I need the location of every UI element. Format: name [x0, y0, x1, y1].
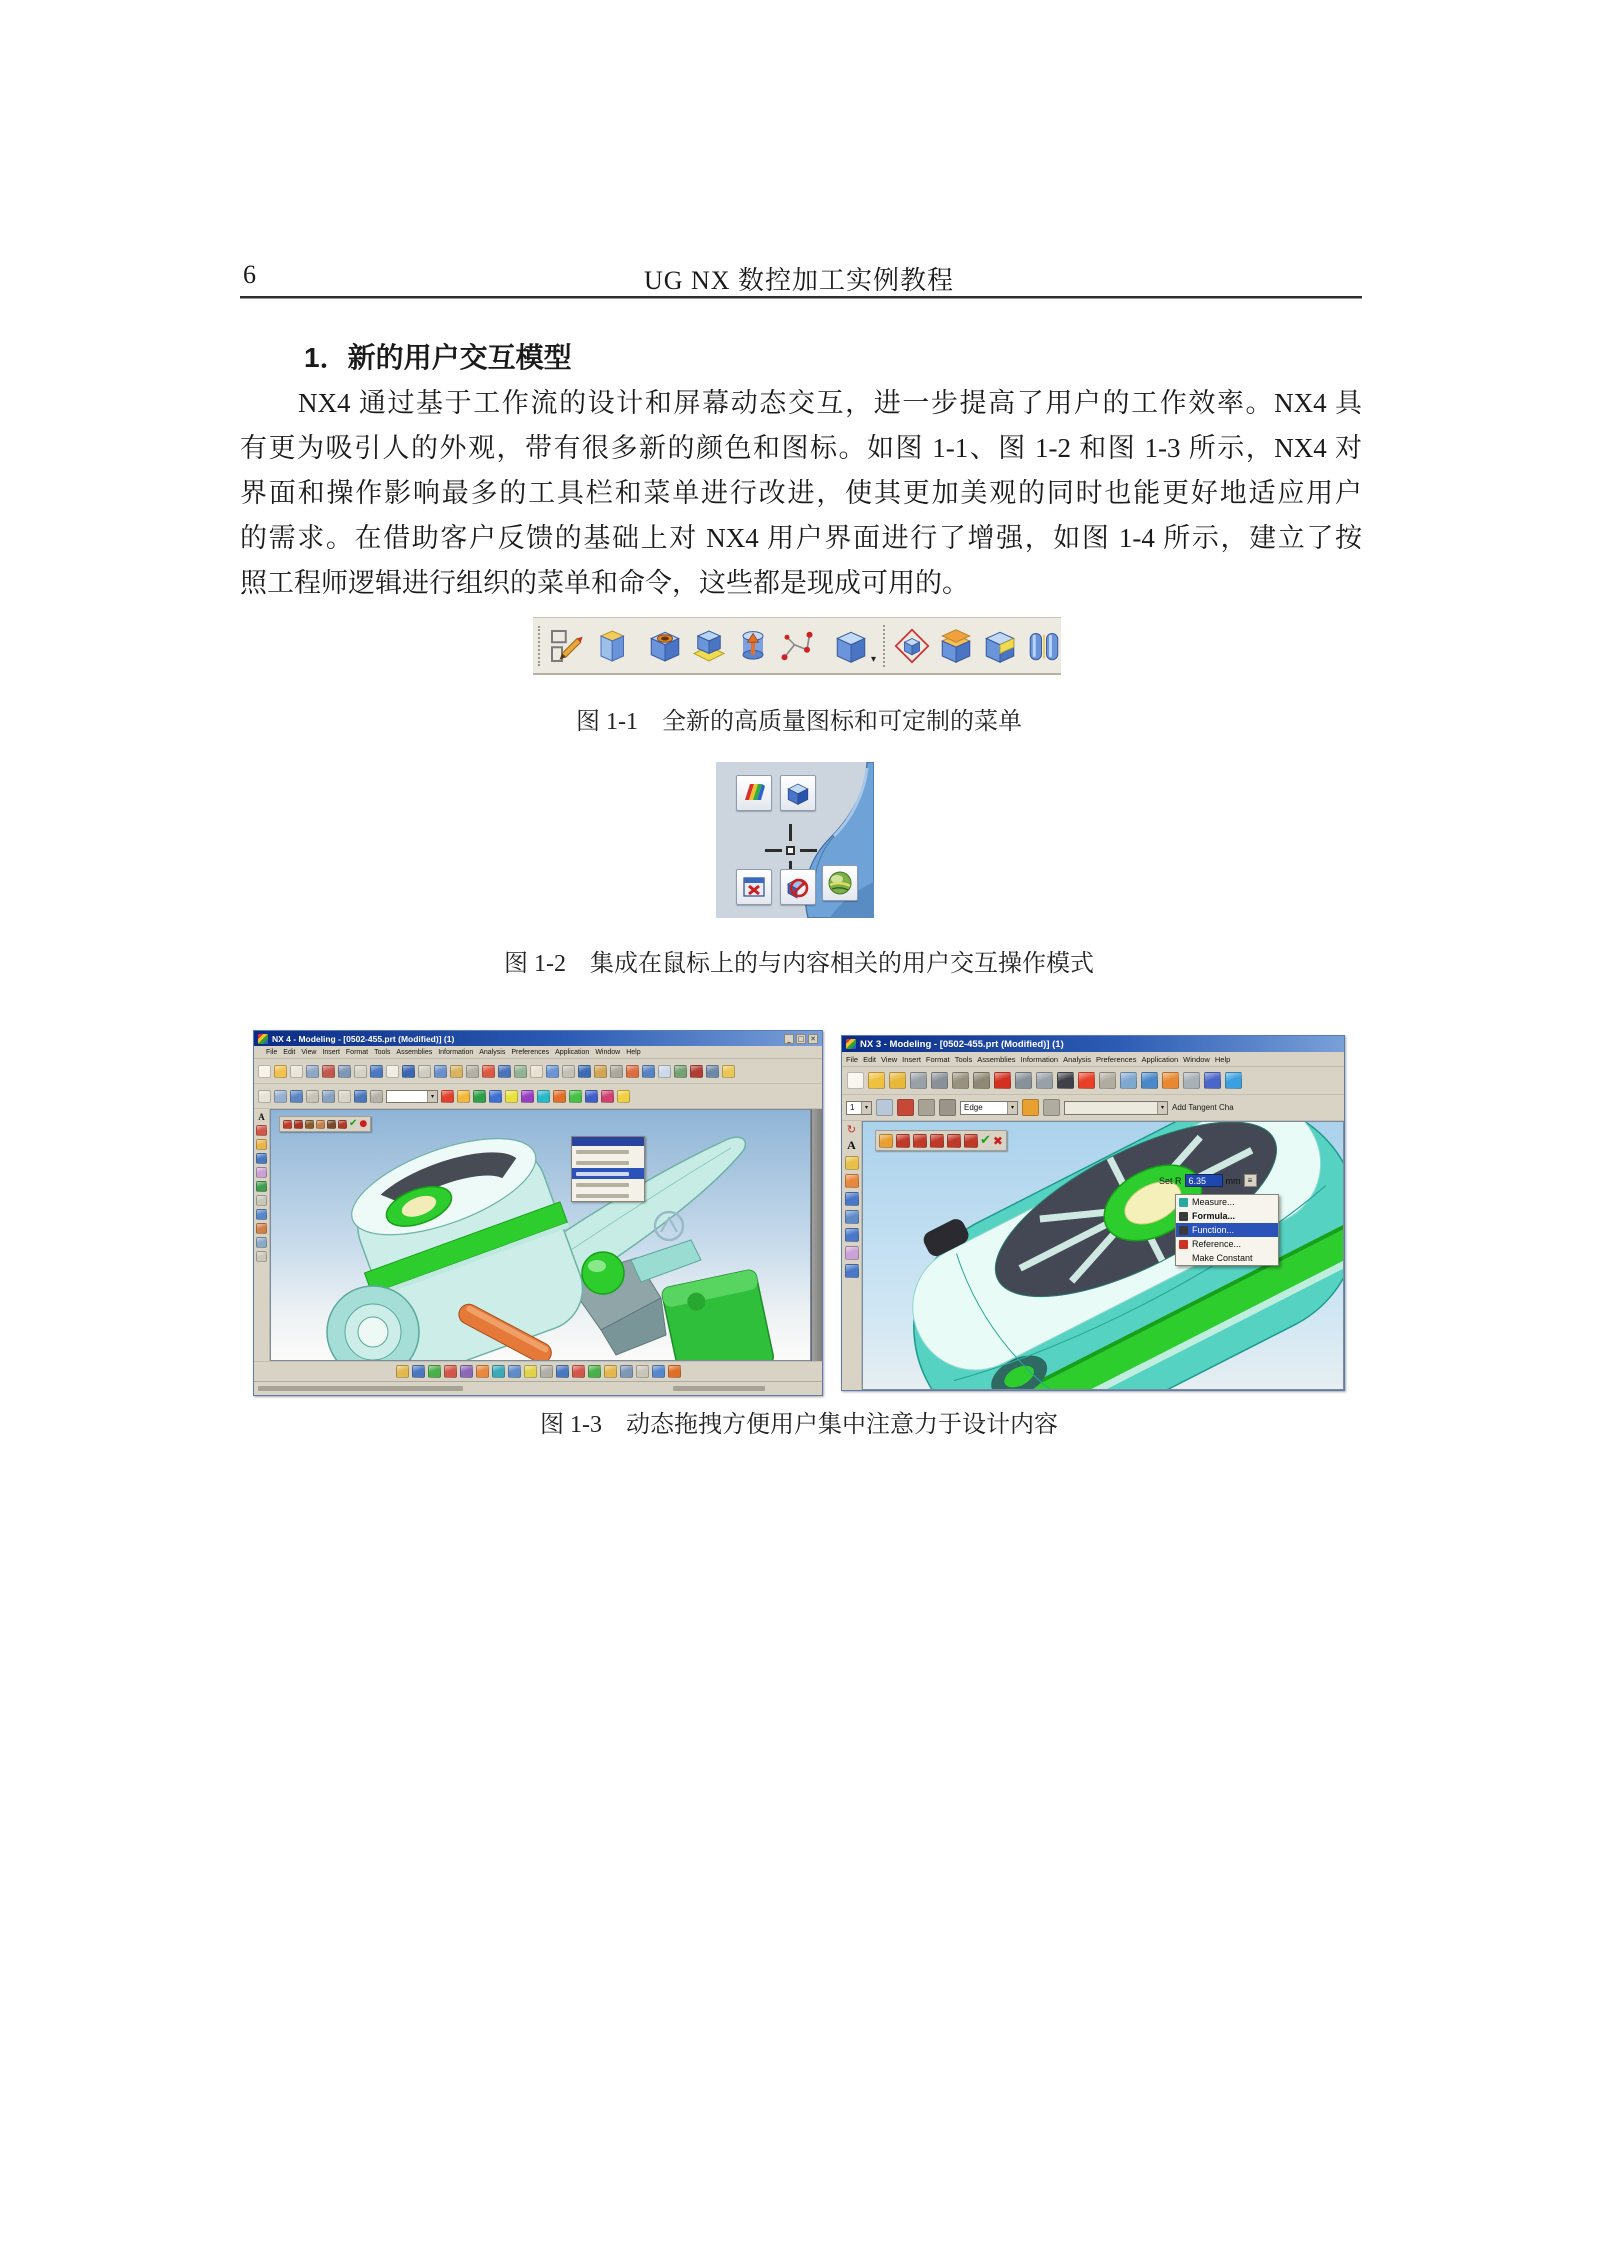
sketch-tool-icon[interactable]	[897, 1099, 914, 1116]
toolbar-icon[interactable]	[642, 1065, 655, 1078]
toolbar-icon[interactable]	[489, 1090, 502, 1103]
selection-combo[interactable]: ▾	[386, 1090, 438, 1103]
layer-combo[interactable]: 1 ▾	[846, 1101, 872, 1115]
toolbar-icon[interactable]	[1183, 1072, 1200, 1089]
toolbar-icon[interactable]	[636, 1365, 649, 1378]
toolbar-icon[interactable]	[530, 1065, 543, 1078]
toolbar-icon[interactable]	[845, 1156, 859, 1170]
toolbar-icon[interactable]	[930, 1134, 944, 1148]
window-title: NX 3 - Modeling - [0502-455.prt (Modified)] (1)	[860, 1038, 1064, 1050]
context-menu-item[interactable]	[1176, 1195, 1278, 1209]
toolbar-separator	[883, 625, 885, 667]
toolbar-icon[interactable]	[396, 1365, 409, 1378]
toolbar-icon[interactable]	[964, 1134, 978, 1148]
menu-item[interactable]: Analysis	[479, 1048, 506, 1056]
toolbar-icon[interactable]	[476, 1365, 489, 1378]
menu-item-icon	[1179, 1240, 1188, 1249]
toolbar-icon[interactable]	[473, 1090, 486, 1103]
menu-item-label: Function...	[1192, 1225, 1235, 1235]
paragraph-line: 界面和操作影响最多的工具栏和菜单进行改进，使其更加美观的同时也能更好地适应用户	[240, 478, 1362, 508]
paragraph-line: 的需求。在借助客户反馈的基础上对 NX4 用户界面进行了增强，如图 1-4 所示，建立了按	[240, 523, 1362, 553]
toolbar-icon[interactable]	[879, 1134, 893, 1148]
toolbar-grip	[538, 626, 540, 666]
toolbar-icon[interactable]	[294, 1120, 303, 1129]
toolbar-icon[interactable]	[973, 1072, 990, 1089]
toolbar-icon[interactable]	[370, 1090, 383, 1103]
minimize-button[interactable]: _	[784, 1034, 794, 1044]
toolbar-icon[interactable]	[434, 1065, 447, 1078]
menu-item-icon	[1179, 1212, 1188, 1221]
toolbar-icon[interactable]	[316, 1120, 325, 1129]
toolbar-icon[interactable]	[306, 1065, 319, 1078]
toolbar-icon[interactable]	[457, 1090, 470, 1103]
toolbar-icon[interactable]	[952, 1072, 969, 1089]
menu-item-icon	[1179, 1198, 1188, 1207]
nx4-window	[253, 1030, 823, 1396]
toolbar-icon[interactable]	[845, 1192, 859, 1206]
figure-1-3-caption: 图 1-3 动态拖拽方便用户集中注意力于设计内容	[540, 1412, 1058, 1438]
toolbar-icon[interactable]	[578, 1065, 591, 1078]
window-title: NX 4 - Modeling - [0502-455.prt (Modified)] (1)	[272, 1033, 455, 1044]
menu-item-label: Measure...	[1192, 1197, 1235, 1207]
toolbar-icon[interactable]	[722, 1065, 735, 1078]
toolbar-icon[interactable]	[931, 1072, 948, 1089]
menu-item[interactable]: Edit	[863, 1054, 877, 1064]
toolbar-icon[interactable]	[258, 1065, 271, 1078]
paragraph-line: NX4 通过基于工作流的设计和屏幕动态交互，进一步提高了用户的工作效率。NX4 具	[298, 388, 1362, 418]
toolbar-icon[interactable]	[553, 1090, 566, 1103]
toolbar-icon[interactable]	[1120, 1072, 1137, 1089]
context-menu-item[interactable]	[1176, 1209, 1278, 1223]
boss-icon[interactable]	[733, 623, 773, 669]
floating-toolbar[interactable]	[875, 1130, 1007, 1151]
toolbar-icon[interactable]	[1099, 1072, 1116, 1089]
floating-toolbar[interactable]	[279, 1116, 371, 1132]
menu-bar[interactable]	[842, 1052, 1344, 1067]
toolbar-icon[interactable]	[601, 1090, 614, 1103]
toolbar-icon[interactable]	[460, 1365, 473, 1378]
toolbar-row-2[interactable]	[254, 1084, 822, 1109]
cancel-x-icon[interactable]: ✖	[992, 1133, 1003, 1148]
toolbar-icon[interactable]	[441, 1090, 454, 1103]
dimension-value-input[interactable]: 6.35	[1185, 1174, 1223, 1187]
toolbar-icon[interactable]	[402, 1065, 415, 1078]
highlighted-item[interactable]	[572, 1168, 644, 1179]
toolbar-icon[interactable]	[994, 1072, 1011, 1089]
toolbar-icon[interactable]	[256, 1153, 267, 1164]
toolbar-icon[interactable]	[947, 1134, 961, 1148]
toolbar-icon[interactable]	[690, 1065, 703, 1078]
toolbar-icon[interactable]	[913, 1134, 927, 1148]
menu-item[interactable]: Application	[1141, 1054, 1179, 1064]
menu-item[interactable]: View	[881, 1054, 898, 1064]
toolbar-icon[interactable]	[290, 1090, 303, 1103]
figure-1-2-image	[716, 762, 874, 918]
accept-check-icon[interactable]: ✔	[980, 1133, 991, 1148]
sketch-icon[interactable]	[547, 623, 587, 669]
toolbar-icon[interactable]	[910, 1072, 927, 1089]
toolbar-icon[interactable]	[386, 1065, 399, 1078]
graphics-canvas[interactable]	[862, 1121, 1344, 1390]
wcs-icon[interactable]	[876, 1099, 893, 1116]
toolbar-icon[interactable]	[524, 1365, 537, 1378]
toolbar-icon[interactable]	[1162, 1072, 1179, 1089]
context-menu-item[interactable]	[1176, 1223, 1278, 1237]
3d-model-drill[interactable]	[271, 1110, 801, 1360]
toolbar-icon[interactable]	[508, 1365, 521, 1378]
menu-item[interactable]: Information	[438, 1048, 474, 1056]
loop-icon[interactable]	[1043, 1099, 1060, 1116]
toolbar-icon[interactable]	[256, 1125, 267, 1136]
suppress-icon[interactable]	[780, 869, 816, 905]
toolbar-icon[interactable]	[652, 1365, 665, 1378]
resource-bar[interactable]	[254, 1109, 270, 1361]
transform-icon[interactable]	[918, 1099, 935, 1116]
toolbar-icon[interactable]	[847, 1072, 864, 1089]
menu-item[interactable]: Tools	[954, 1054, 973, 1064]
toolbar-icon[interactable]	[521, 1090, 534, 1103]
toolbar-icon[interactable]	[1204, 1072, 1221, 1089]
pattern-icon[interactable]	[939, 1099, 956, 1116]
status-hint	[673, 1386, 765, 1391]
toolbar-icon[interactable]	[617, 1090, 630, 1103]
toolbar-icon[interactable]	[626, 1065, 639, 1078]
toolbar-icon[interactable]	[466, 1065, 479, 1078]
figure-1-1-toolbar-image	[533, 617, 1061, 675]
menu-item[interactable]: Analysis	[1063, 1054, 1092, 1064]
toolbar-icon[interactable]	[338, 1090, 351, 1103]
chain-label: Add Tangent Cha	[1172, 1103, 1234, 1112]
menu-item[interactable]: File	[266, 1048, 278, 1056]
draft-icon[interactable]	[689, 623, 729, 669]
toolbar-icon[interactable]	[889, 1072, 906, 1089]
toolbar-icon[interactable]	[1036, 1072, 1053, 1089]
toolbar-icon[interactable]	[444, 1365, 457, 1378]
toolbar-icon[interactable]	[562, 1065, 575, 1078]
toolbar-icon[interactable]	[256, 1195, 267, 1206]
resource-bar[interactable]	[842, 1121, 862, 1390]
menu-item-label: Formula...	[1192, 1211, 1236, 1221]
toolbar-icon[interactable]	[868, 1072, 885, 1089]
toolbar-icon[interactable]	[546, 1065, 559, 1078]
dimension-label: Set R	[1159, 1175, 1182, 1186]
toolbar-icon[interactable]	[505, 1090, 518, 1103]
chain-combo[interactable]: ▾	[1064, 1101, 1168, 1115]
menu-item[interactable]: Information	[1020, 1054, 1059, 1064]
toolbar-icon[interactable]	[604, 1365, 617, 1378]
header-rule	[240, 296, 1362, 299]
toolbar-icon[interactable]	[256, 1209, 267, 1220]
menu-item[interactable]: Help	[626, 1048, 641, 1056]
toolbar-icon[interactable]	[354, 1090, 367, 1103]
toolbar-icon[interactable]	[845, 1174, 859, 1188]
toolbar-icon[interactable]	[572, 1365, 585, 1378]
toolbar-icon[interactable]	[594, 1065, 607, 1078]
title-bar[interactable]	[254, 1031, 822, 1046]
menu-item-label: Make Constant	[1192, 1253, 1253, 1263]
toolbar-icon[interactable]	[1057, 1072, 1074, 1089]
toolbar-icon[interactable]	[845, 1210, 859, 1224]
dimension-unit: mm	[1225, 1175, 1241, 1186]
menu-item[interactable]: Insert	[902, 1054, 921, 1064]
page-number: 6	[243, 260, 256, 289]
toolbar-icon[interactable]	[845, 1246, 859, 1260]
toolbar-icon[interactable]	[1141, 1072, 1158, 1089]
toolbar-icon[interactable]	[610, 1065, 623, 1078]
menu-item[interactable]: Tools	[374, 1048, 391, 1056]
menu-item[interactable]: Format	[345, 1048, 369, 1056]
toolbar-icon[interactable]	[620, 1365, 633, 1378]
undo-arc-icon[interactable]: ↻	[846, 1123, 857, 1136]
toolbar-icon[interactable]	[556, 1365, 569, 1378]
menu-item[interactable]: Preferences	[1096, 1054, 1137, 1064]
toolbar-icon[interactable]	[290, 1065, 303, 1078]
toolbar-row-1[interactable]	[842, 1067, 1344, 1095]
menu-item[interactable]: Help	[1214, 1054, 1231, 1064]
menu-item[interactable]: Format	[925, 1054, 950, 1064]
hole-icon[interactable]	[645, 623, 685, 669]
paragraph-line: 有更为吸引人的外观，带有很多新的颜色和图标。如图 1-1、图 1-2 和图 1-3 所示，NX4 对	[240, 433, 1362, 463]
menu-item[interactable]: Assemblies	[977, 1054, 1016, 1064]
context-menu[interactable]	[571, 1136, 645, 1202]
app-logo-icon	[258, 1034, 268, 1044]
menu-item-icon	[1179, 1226, 1188, 1235]
dropdown-arrow-icon[interactable]: ▾	[871, 654, 877, 665]
toolbar-icon[interactable]	[256, 1139, 267, 1150]
toolbar-icon[interactable]	[1015, 1072, 1032, 1089]
menu-bar[interactable]	[254, 1046, 822, 1059]
menu-item[interactable]: Assemblies	[396, 1048, 433, 1056]
right-resize-bar[interactable]	[811, 1109, 822, 1361]
context-menu-item[interactable]	[1176, 1251, 1278, 1265]
visualization-icon[interactable]	[736, 775, 772, 811]
toolbar-icon[interactable]	[668, 1365, 681, 1378]
toolbar-icon[interactable]	[585, 1090, 598, 1103]
toolbar-icon[interactable]	[274, 1090, 287, 1103]
close-button[interactable]: ✕	[808, 1034, 818, 1044]
solid-cube-icon[interactable]	[780, 775, 816, 811]
context-menu[interactable]	[1175, 1194, 1279, 1266]
status-bar	[254, 1381, 822, 1395]
toolbar-icon[interactable]	[482, 1065, 495, 1078]
toolbar-icon[interactable]	[498, 1065, 511, 1078]
blend-icon[interactable]	[1024, 623, 1064, 669]
app-logo-icon	[846, 1039, 856, 1049]
paragraph-line: 照工程师逻辑进行组织的菜单和命令，这些都是现成可用的。	[240, 568, 969, 598]
toolbar-icon[interactable]	[256, 1251, 267, 1262]
toolbar-icon[interactable]	[569, 1090, 582, 1103]
toolbar-icon[interactable]	[418, 1065, 431, 1078]
menu-item[interactable]: Window	[1183, 1054, 1210, 1064]
star-icon[interactable]	[1022, 1099, 1039, 1116]
menu-item[interactable]: Application	[555, 1048, 590, 1056]
toolbar-icon[interactable]	[514, 1065, 527, 1078]
title-bar[interactable]	[842, 1036, 1344, 1052]
toolbar-icon[interactable]	[283, 1120, 292, 1129]
body-paragraph	[240, 381, 1362, 606]
menu-item[interactable]: Window	[595, 1048, 621, 1056]
extrude-icon[interactable]	[591, 623, 631, 669]
filter-combo[interactable]: Edge ▾	[960, 1101, 1018, 1115]
window-buttons	[784, 1034, 818, 1044]
accept-check-icon[interactable]: ✔	[349, 1118, 358, 1129]
toolbar-icon[interactable]	[537, 1090, 550, 1103]
trim-icon[interactable]	[980, 623, 1020, 669]
toolbar-icon[interactable]	[658, 1065, 671, 1078]
menu-item[interactable]: Edit	[283, 1048, 296, 1056]
toolbar-icon[interactable]	[428, 1365, 441, 1378]
running-header-title: UG NX 数控加工实例教程	[643, 266, 955, 295]
unite-icon[interactable]	[936, 623, 976, 669]
toolbar-icon[interactable]	[588, 1365, 601, 1378]
toolbar-icon[interactable]	[274, 1065, 287, 1078]
close-window-icon[interactable]	[736, 869, 772, 905]
text-tool-icon[interactable]: A	[258, 1112, 265, 1122]
nx3-window	[841, 1035, 1345, 1391]
toolbar-icon[interactable]	[412, 1365, 425, 1378]
toolbar-icon[interactable]	[845, 1228, 859, 1242]
scale-icon[interactable]	[892, 623, 932, 669]
menu-item[interactable]: View	[301, 1048, 317, 1056]
toolbar-icon[interactable]	[674, 1065, 687, 1078]
menu-item-label: Reference...	[1192, 1239, 1242, 1249]
toolbar-icon[interactable]	[1078, 1072, 1095, 1089]
options-button[interactable]: ≡	[1244, 1174, 1257, 1187]
toolbar-icon[interactable]	[338, 1120, 347, 1129]
figure-1-2-caption: 图 1-2 集成在鼠标上的与内容相关的用户交互操作模式	[504, 951, 1094, 977]
graphics-canvas[interactable]	[270, 1109, 811, 1361]
toolbar-icon[interactable]	[256, 1237, 267, 1248]
earth-icon[interactable]	[822, 865, 858, 901]
toolbar-row-1[interactable]	[254, 1059, 822, 1084]
toolbar-icon[interactable]	[258, 1090, 271, 1103]
menu-item[interactable]: Preferences	[511, 1048, 550, 1056]
bottom-toolbar[interactable]	[254, 1361, 822, 1381]
toolbar-icon[interactable]	[354, 1065, 367, 1078]
figure-1-1-caption: 图 1-1 全新的高质量图标和可定制的菜单	[576, 709, 1022, 735]
toolbar-icon[interactable]	[706, 1065, 719, 1078]
toolbar-icon[interactable]	[492, 1365, 505, 1378]
text-tool-icon[interactable]: A	[847, 1138, 856, 1152]
toolbar-icon[interactable]	[256, 1223, 267, 1234]
toolbar-icon[interactable]	[845, 1264, 859, 1278]
toolbar-icon[interactable]	[338, 1065, 351, 1078]
dimension-edit[interactable]	[1159, 1174, 1257, 1187]
toolbar-icon[interactable]	[322, 1090, 335, 1103]
section-heading: 1．新的用户交互模型	[304, 342, 572, 373]
toolbar-icon[interactable]	[322, 1065, 335, 1078]
toolbar-icon[interactable]	[256, 1167, 267, 1178]
toolbar-icon[interactable]	[305, 1120, 314, 1129]
cancel-icon[interactable]: ●	[359, 1118, 368, 1129]
menu-item-icon	[1179, 1254, 1188, 1263]
toolbar-icon[interactable]	[1225, 1072, 1242, 1089]
toolbar-icon[interactable]	[327, 1120, 336, 1129]
menu-item[interactable]: Insert	[322, 1048, 340, 1056]
toolbar-icon[interactable]	[450, 1065, 463, 1078]
datum-points-icon[interactable]	[777, 623, 817, 669]
toolbar-icon[interactable]	[896, 1134, 910, 1148]
toolbar-row-2[interactable]	[842, 1095, 1344, 1121]
maximize-button[interactable]: □	[797, 1034, 805, 1043]
context-menu-header	[572, 1137, 644, 1146]
toolbar-icon[interactable]	[256, 1181, 267, 1192]
status-message	[258, 1386, 463, 1391]
toolbar-icon[interactable]	[306, 1090, 319, 1103]
toolbar-icon[interactable]	[540, 1365, 553, 1378]
toolbar-icon[interactable]	[370, 1065, 383, 1078]
context-menu-item[interactable]	[1176, 1237, 1278, 1251]
menu-item[interactable]: File	[846, 1054, 859, 1064]
block-icon[interactable]	[831, 623, 871, 669]
